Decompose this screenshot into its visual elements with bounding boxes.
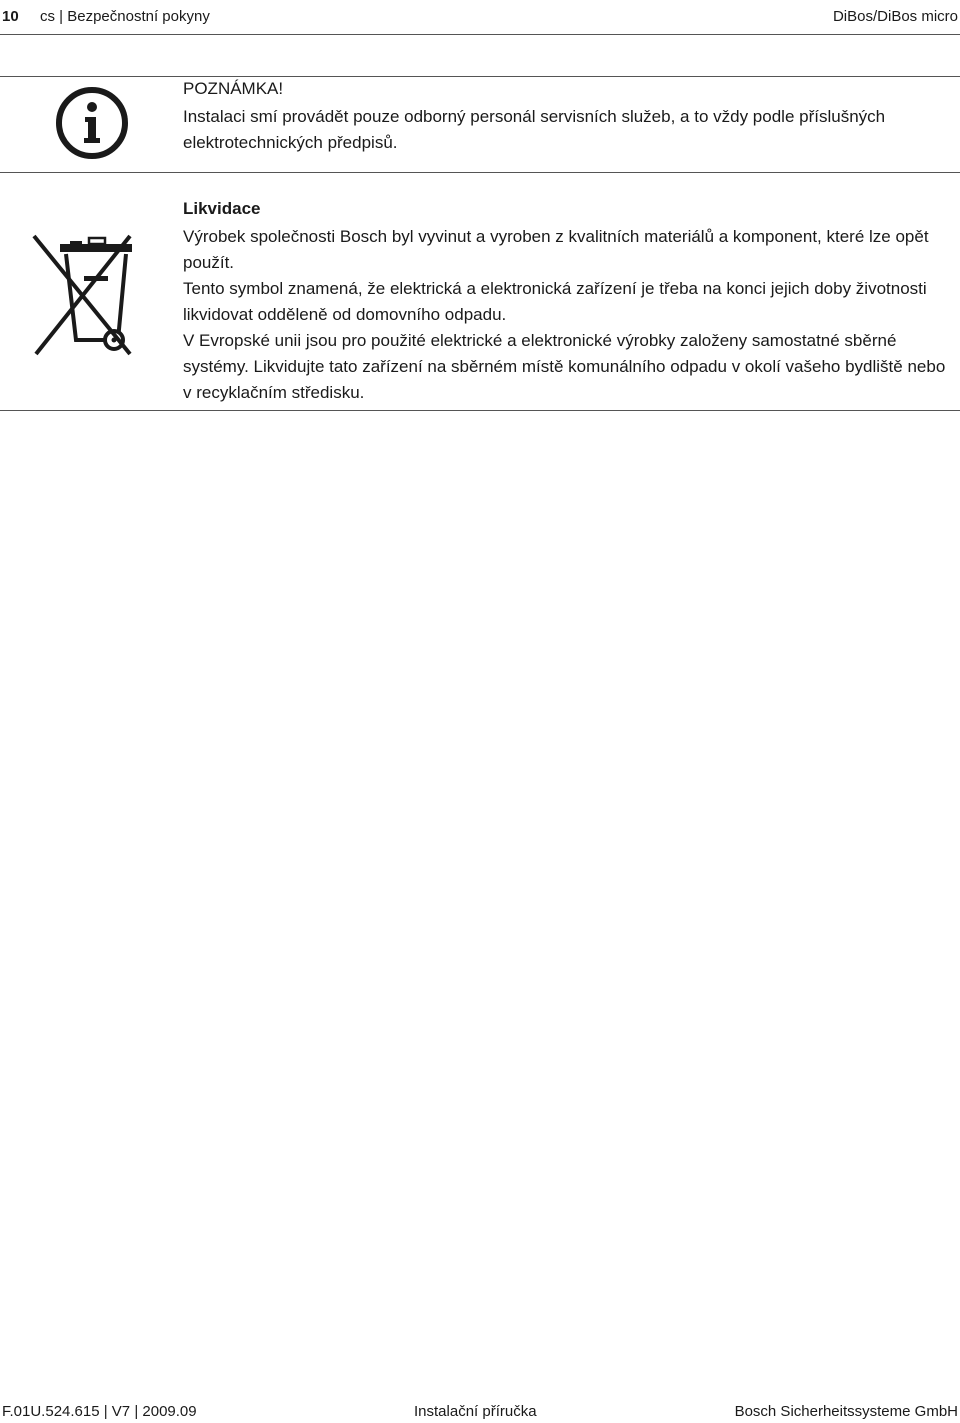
page-number: 10 bbox=[2, 8, 19, 25]
section-title: cs | Bezpečnostní pokyny bbox=[40, 8, 210, 25]
disposal-top-divider bbox=[0, 172, 960, 173]
document-type: Instalační příručka bbox=[414, 1403, 537, 1420]
disposal-title: Likvidace bbox=[183, 199, 261, 218]
product-name: DiBos/DiBos micro bbox=[832, 8, 958, 25]
header-divider bbox=[0, 34, 960, 35]
disposal-paragraph: Tento symbol znamená, že elektrická a elektronická zařízení je třeba na konci jejich doby životnosti likvidovat odděleně od domovního odpadu. bbox=[183, 279, 927, 324]
info-icon bbox=[55, 86, 129, 160]
note-top-divider bbox=[0, 76, 960, 77]
document-id: F.01U.524.615 | V7 | 2009.09 bbox=[2, 1403, 197, 1420]
disposal-bottom-divider bbox=[0, 410, 960, 411]
note-text: Instalaci smí provádět pouze odborný personál servisních služeb, a to vždy podle příslušných elektrotechnických předpisů. bbox=[183, 107, 886, 152]
page-header bbox=[0, 0, 960, 34]
crossed-out-bin-icon bbox=[32, 232, 138, 356]
note-title: POZNÁMKA! bbox=[183, 79, 284, 98]
disposal-body bbox=[183, 224, 958, 406]
disposal-paragraph: V Evropské unii jsou pro použité elektrické a elektronické výrobky založeny samostatné sběrné systémy. Likvidujte tato zařízení na sběrném místě komunálního odpadu v okolí vašeho bydliště nebo v recyklačním středisku. bbox=[183, 331, 946, 402]
disposal-paragraph: Výrobek společnosti Bosch byl vyvinut a vyroben z kvalitních materiálů a komponent, které lze opět použít. bbox=[183, 227, 929, 272]
company-name: Bosch Sicherheitssysteme GmbH bbox=[734, 1403, 958, 1420]
